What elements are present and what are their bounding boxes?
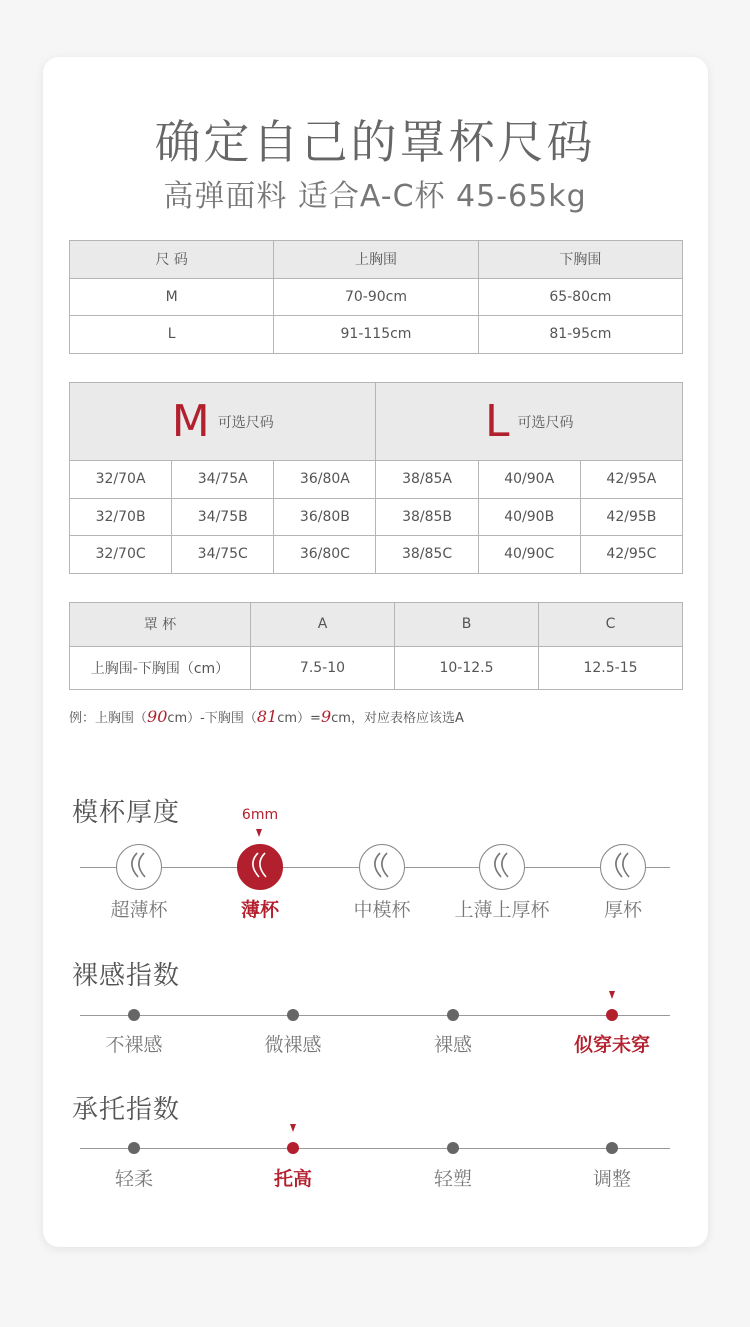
table-cell: 34/75A	[172, 461, 274, 499]
table-cell: 32/70B	[70, 498, 172, 536]
nude-feel-stop-label: 不裸感	[105, 1034, 163, 1056]
support-stop-dot	[287, 1142, 299, 1154]
cup-curve-icon	[610, 849, 636, 885]
table-cell: 36/80B	[274, 498, 376, 536]
example-text: cm）=	[277, 711, 321, 726]
table-row	[70, 316, 683, 354]
nude-feel-stop-dot	[606, 1009, 618, 1021]
thickness-stop-circle	[479, 844, 525, 890]
support-stop-label: 轻塑	[433, 1168, 472, 1190]
table-cell: 40/90B	[478, 498, 580, 536]
group-header-m	[70, 383, 376, 461]
page-title: 确定自己的罩杯尺码	[154, 115, 596, 169]
table-cell: 7.5-10	[251, 646, 395, 690]
table-row	[70, 278, 683, 316]
table-cell: 36/80A	[274, 461, 376, 499]
table-header-cell: A	[251, 603, 395, 647]
nude-feel-stop-dot	[128, 1009, 140, 1021]
thickness-stop-circle	[359, 844, 405, 890]
nude-feel-stop-dot	[287, 1009, 299, 1021]
table-cell: 40/90C	[478, 536, 580, 574]
support-stop-label: 轻柔	[114, 1168, 153, 1190]
selected-marker-icon	[609, 991, 615, 999]
thickness-note: 6mm	[241, 807, 279, 823]
table-cell: M	[70, 278, 274, 316]
group-letter: M	[171, 396, 210, 447]
table-cell: L	[70, 316, 274, 354]
table-cell: 12.5-15	[539, 646, 683, 690]
table-header-cell: 下胸围	[478, 241, 682, 279]
table-cell: 38/85C	[376, 536, 478, 574]
cup-difference-table	[69, 602, 683, 690]
cup-curve-icon	[126, 849, 152, 885]
thickness-stop-label: 中模杯	[353, 899, 411, 921]
thickness-stop-label: 上薄上厚杯	[454, 899, 550, 921]
cup-size-table	[69, 382, 683, 574]
thickness-stop-label: 薄杯	[240, 899, 279, 921]
nude-feel-stop-label: 微裸感	[264, 1034, 322, 1056]
cup-curve-icon	[489, 849, 515, 885]
support-stop-dot	[447, 1142, 459, 1154]
table-row	[70, 498, 683, 536]
example-note	[69, 707, 464, 726]
thickness-stop-circle	[237, 844, 283, 890]
table-cell: 34/75B	[172, 498, 274, 536]
table-cell: 70-90cm	[274, 278, 478, 316]
thickness-stop-circle	[600, 844, 646, 890]
support-track	[80, 1148, 670, 1149]
table-cell: 38/85B	[376, 498, 478, 536]
example-text: 例：上胸围（	[69, 711, 148, 726]
group-header-l	[376, 383, 683, 461]
table-header-row	[70, 241, 683, 279]
nude-feel-stop-label: 似穿未穿	[573, 1034, 650, 1056]
thickness-stop-circle	[116, 844, 162, 890]
table-cell: 32/70A	[70, 461, 172, 499]
example-number: 90	[147, 707, 168, 726]
table-cell: 81-95cm	[478, 316, 682, 354]
table-header-row	[70, 603, 683, 647]
table-header-cell: 尺 码	[70, 241, 274, 279]
table-header-row	[70, 383, 683, 461]
table-header-cell: 罩 杯	[70, 603, 251, 647]
table-cell: 32/70C	[70, 536, 172, 574]
nude-feel-stop-dot	[447, 1009, 459, 1021]
table-cell: 10-12.5	[395, 646, 539, 690]
table-cell: 42/95A	[580, 461, 682, 499]
example-text: cm，对应表格应该选A	[331, 711, 464, 726]
table-row	[70, 536, 683, 574]
thickness-stop-label: 超薄杯	[110, 899, 168, 921]
table-cell: 65-80cm	[478, 278, 682, 316]
example-text: cm）-下胸围（	[167, 711, 257, 726]
table-cell: 40/90A	[478, 461, 580, 499]
table-cell: 42/95C	[580, 536, 682, 574]
nude-feel-stop-label: 裸感	[433, 1034, 472, 1056]
table-cell: 36/80C	[274, 536, 376, 574]
thickness-title: 模杯厚度	[72, 798, 181, 828]
cup-curve-icon	[247, 849, 273, 885]
thickness-stop-label: 厚杯	[603, 899, 642, 921]
support-stop-dot	[606, 1142, 618, 1154]
table-row	[70, 646, 683, 690]
table-cell: 38/85A	[376, 461, 478, 499]
selected-marker-icon	[256, 829, 262, 837]
table-row	[70, 461, 683, 499]
group-label: 可选尺码	[517, 414, 574, 431]
group-label: 可选尺码	[217, 414, 274, 431]
table-header-cell: 上胸围	[274, 241, 478, 279]
cup-curve-icon	[369, 849, 395, 885]
support-stop-label: 托高	[273, 1168, 312, 1190]
table-cell: 上胸围-下胸围（cm）	[70, 646, 251, 690]
table-cell: 91-115cm	[274, 316, 478, 354]
support-stop-label: 调整	[592, 1168, 631, 1190]
nude-feel-track	[80, 1015, 670, 1016]
support-title: 承托指数	[72, 1095, 181, 1125]
support-stop-dot	[128, 1142, 140, 1154]
nude-feel-title: 裸感指数	[72, 961, 181, 991]
page-subtitle: 高弹面料 适合A-C杯 45-65kg	[163, 179, 587, 214]
size-table	[69, 240, 683, 354]
table-cell: 42/95B	[580, 498, 682, 536]
example-number: 81	[256, 707, 278, 726]
table-header-cell: C	[539, 603, 683, 647]
selected-marker-icon	[290, 1124, 296, 1132]
table-cell: 34/75C	[172, 536, 274, 574]
table-header-cell: B	[395, 603, 539, 647]
example-number: 9	[320, 707, 332, 726]
group-letter: L	[484, 396, 510, 447]
